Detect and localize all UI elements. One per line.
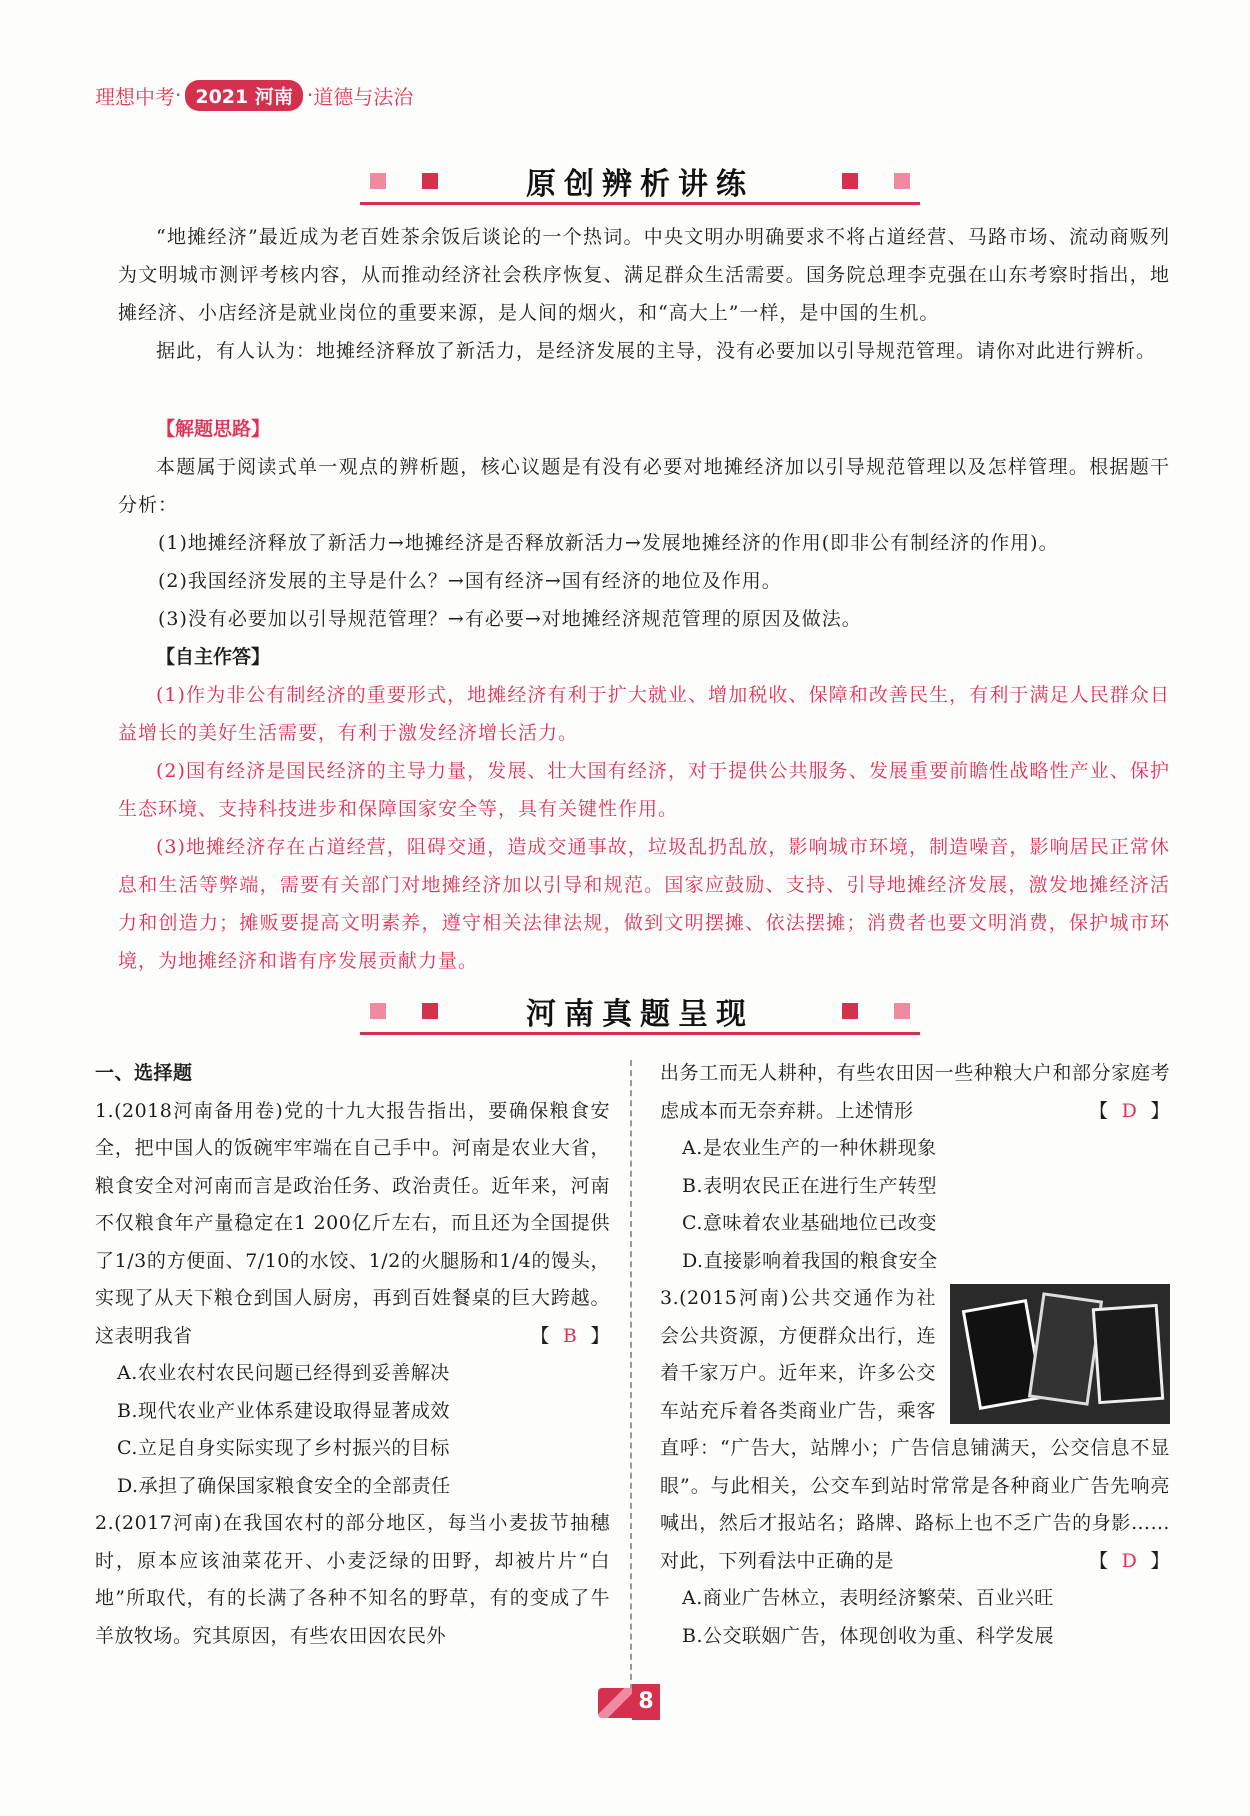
- header-year-badge: 2021 河南: [185, 80, 303, 111]
- decor-square: [842, 1003, 858, 1019]
- approach-item: (2)我国经济发展的主导是什么？→国有经济→国有经济的地位及作用。: [158, 570, 782, 592]
- answer-label: 【自主作答】: [156, 646, 271, 668]
- question-stem: 3.(2015河南)公共交通作为社会公共资源，方便群众出行，连着千家万户。近年来，许多公交车站充斥着各类商业广告，乘客直呼：“广告大，站牌小；广告信息铺满天，公交信息不显眼”。与此相关，公交车到站时常常是各种商业广告先响亮喊出，然后才报站名；路牌、路标上也不乏广告的身影……对此，下列看法中正确的是 【 D 】: [660, 1280, 1170, 1580]
- question-paragraph: 据此，有人认为：地摊经济释放了新活力，是经济发展的主导，没有必要加以引导规范管理。请你对此进行辨析。: [156, 340, 1157, 362]
- book-fan-icon: [598, 1688, 634, 1718]
- option: C.立足自身实际实现了乡村振兴的目标: [117, 1437, 450, 1459]
- option: B.表明农民正在进行生产转型: [682, 1174, 938, 1197]
- question-paragraph: “地摊经济”最近成为老百姓茶余饭后谈论的一个热词。中央文明办明确要求不将占道经营、马路市场、流动商贩列为文明城市测评考核内容，从而推动经济社会秩序恢复、满足群众生活需要。国务院总理李克强在山东考察时指出，地摊经济、小店经济是就业岗位的重要来源，是人间的烟火，和“高大上”一样，是中国的生机。: [118, 226, 1170, 324]
- option: A.商业广告林立，表明经济繁荣、百业兴旺: [682, 1587, 1054, 1609]
- part-label: 一、选择题: [95, 1062, 193, 1084]
- answer-letter: D: [1121, 1099, 1138, 1122]
- question-stem-continued: 出务工而无人耕种，有些农田因一些种粮大户和部分家庭考虑成本而无奈弃耕。上述情形 【 D 】: [660, 1055, 1170, 1130]
- decor-square: [894, 1003, 910, 1019]
- approach-label: 【解题思路】: [156, 418, 271, 440]
- column-divider: [630, 1060, 632, 1690]
- answer-paragraph: (1)作为非公有制经济的重要形式，地摊经济有利于扩大就业、增加税收、保障和改善民生，有利于满足人民群众日益增长的美好生活需要，有利于激发经济增长活力。: [118, 684, 1170, 744]
- option: D.承担了确保国家粮食安全的全部责任: [117, 1474, 451, 1497]
- option: B.现代农业产业体系建设取得显著成效: [117, 1399, 451, 1422]
- section-title-text: 原创辨析讲练: [526, 167, 754, 202]
- decor-square: [894, 173, 910, 189]
- header-subject: 道德与法治: [313, 84, 414, 109]
- answer-paragraph: (2)国有经济是国民经济的主导力量，发展、壮大国有经济，对于提供公共服务、发展重要前瞻性战略性产业、保护生态环境、支持科技进步和保障国家安全等，具有关键性作用。: [118, 760, 1170, 820]
- running-header: 理想中考 · 2021 河南 · 道德与法治: [95, 80, 413, 110]
- answer-bracket: 【 D 】: [1089, 1099, 1170, 1122]
- answer-bracket: 【 B 】: [530, 1324, 610, 1347]
- answer-letter: B: [562, 1324, 578, 1347]
- option: B.公交联姻广告，体现创收为重、科学发展: [682, 1624, 1055, 1647]
- option: D.直接影响着我国的粮食安全: [682, 1249, 938, 1272]
- option: C.意味着农业基础地位已改变: [682, 1212, 937, 1234]
- answer-letter: D: [1121, 1549, 1138, 1572]
- question-stem: 1.(2018河南备用卷)党的十九大报告指出，要确保粮食安全，把中国人的饭碗牢牢端在自己手中。河南是农业大省，粮食安全对河南而言是政治任务、政治责任。近年来，河南不仅粮食年产量稳定在1 200亿斤左右，而且还为全国提供了1/3的方便面、7/10的水饺、1/2的火腿肠和1/4的馒头，实现了从天下粮仓到国人厨房，再到百姓餐桌的巨大跨越。这表明我省 【 B 】: [95, 1093, 610, 1356]
- left-column: [95, 1055, 610, 1655]
- section-title-text: 河南真题呈现: [526, 997, 754, 1032]
- answer-paragraph: (3)地摊经济存在占道经营，阻碍交通，造成交通事故，垃圾乱扔乱放，影响城市环境，制造噪音，影响居民正常休息和生活等弊端，需要有关部门对地摊经济加以引导和规范。国家应鼓励、支持、引导地摊经济发展，激发地摊经济活力和创造力；摊贩要提高文明素养，遵守相关法律法规，做到文明摆摊、依法摆摊；消费者也要文明消费，保护城市环境，为地摊经济和谐有序发展贡献力量。: [118, 836, 1170, 972]
- page-number: 8: [632, 1684, 660, 1720]
- title-underline: [360, 202, 920, 205]
- approach-text: 本题属于阅读式单一观点的辨析题，核心议题是有没有必要对地摊经济加以引导规范管理以及怎样管理。根据题干分析：: [118, 456, 1170, 516]
- decor-square: [842, 173, 858, 189]
- title-underline: [360, 1032, 920, 1035]
- section-title-henan: [360, 985, 920, 1035]
- approach-item: (3)没有必要加以引导规范管理？→有必要→对地摊经济规范管理的原因及做法。: [158, 608, 862, 630]
- question-stem: 2.(2017河南)在我国农村的部分地区，每当小麦拔节抽穗时，原本应该油菜花开、小麦泛绿的田野，却被片片“白地”所取代，有的长满了各种不知名的野草，有的变成了牛羊放牧场。究其原因，有些农田因农民外: [95, 1512, 610, 1647]
- bus-stop-ads-photo: [950, 1284, 1170, 1424]
- approach-item: (1)地摊经济释放了新活力→地摊经济是否释放新活力→发展地摊经济的作用(即非公有制经济的作用)。: [158, 532, 1059, 554]
- right-column: [660, 1055, 1170, 1655]
- page-number-badge: [598, 1682, 658, 1722]
- section-title-original: [360, 155, 920, 205]
- option: A.农业农村农民问题已经得到妥善解决: [117, 1362, 450, 1384]
- answer-bracket: 【 D 】: [1089, 1549, 1170, 1572]
- option: A.是农业生产的一种休耕现象: [682, 1137, 937, 1159]
- header-brand: 理想中考: [95, 84, 175, 109]
